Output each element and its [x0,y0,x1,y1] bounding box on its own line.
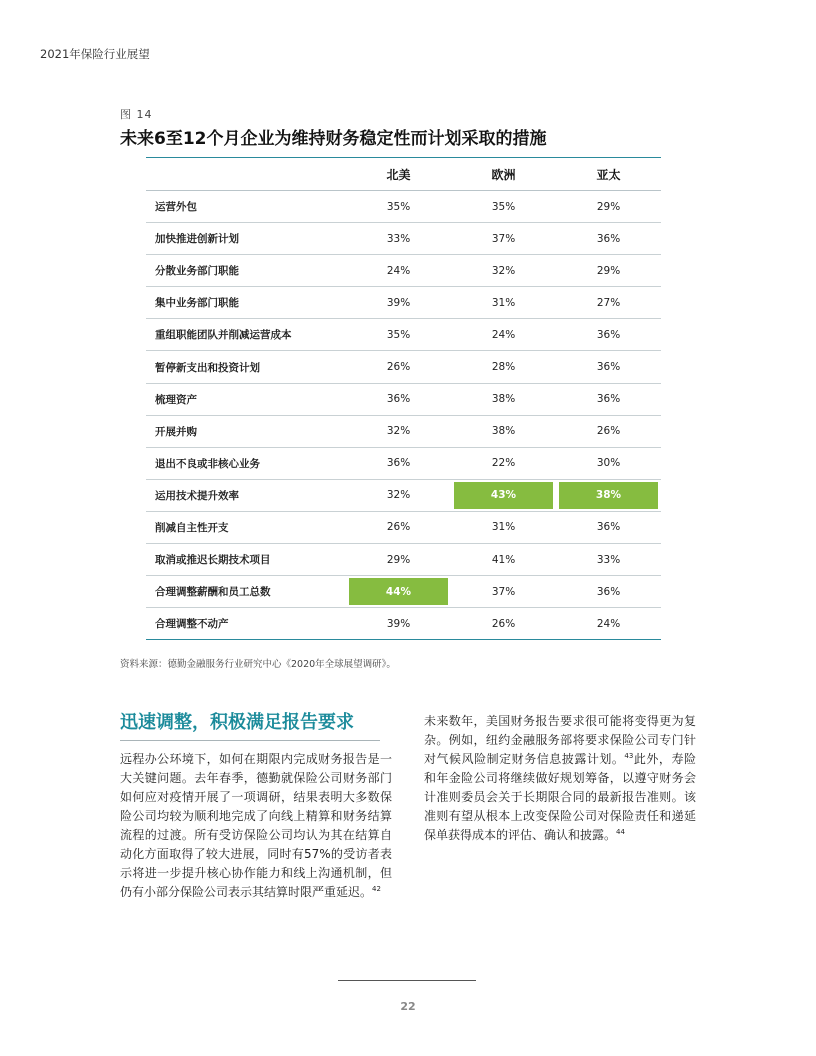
row-label: 分散业务部门职能 [146,255,346,287]
row-label: 开展并购 [146,415,346,447]
footnote-ref-43: 43 [624,752,634,760]
row-label: 取消或推迟长期技术项目 [146,544,346,576]
cell-europe: 37% [451,576,556,608]
section-heading: 迅速调整，积极满足报告要求 [120,712,354,733]
footnote-ref-42: 42 [372,885,381,893]
cell-north-america: 36% [346,447,451,479]
cell-north-america: 24% [346,255,451,287]
row-label: 加快推进创新计划 [146,223,346,255]
cell-europe: 31% [451,511,556,543]
cell-europe: 38% [451,415,556,447]
cell-europe: 37% [451,223,556,255]
table-row [146,383,661,415]
table-row [146,351,661,383]
table-row [146,479,661,511]
table-row [146,255,661,287]
cell-europe: 24% [451,319,556,351]
table-row [146,319,661,351]
table-row [146,576,661,608]
row-label: 暂停新支出和投资计划 [146,351,346,383]
row-label: 合理调整薪酬和员工总数 [146,576,346,608]
cell-asia-pacific: 29% [556,191,661,223]
cell-asia-pacific: 36% [556,511,661,543]
header-north-america: 北美 [346,158,451,191]
header-asia-pacific: 亚太 [556,158,661,191]
header-europe: 欧洲 [451,158,556,191]
body-column-right [424,712,696,845]
row-label: 梳理资产 [146,383,346,415]
cell-north-america: 35% [346,319,451,351]
table-row [146,287,661,319]
cell-north-america: 39% [346,287,451,319]
heading-divider [120,740,380,741]
row-label: 退出不良或非核心业务 [146,447,346,479]
cell-north-america: 35% [346,191,451,223]
cell-asia-pacific: 36% [556,576,661,608]
row-label: 重组职能团队并削减运营成本 [146,319,346,351]
highlighted-value: 38% [559,482,658,509]
table-row [146,447,661,479]
figure-source-note: 资料来源：德勤金融服务行业研究中心《2020年全球展望调研》。 [120,659,396,670]
page-number: 22 [400,1000,416,1013]
cell-asia-pacific: 36% [556,319,661,351]
cell-asia-pacific: 36% [556,383,661,415]
cell-europe: 41% [451,544,556,576]
footer-divider [338,980,476,981]
header-blank [146,158,346,191]
table-row [146,544,661,576]
cell-europe: 38% [451,383,556,415]
cell-europe: 32% [451,255,556,287]
table-row [146,415,661,447]
running-header: 2021年保险行业展望 [40,47,150,61]
measures-table-container [146,157,661,640]
cell-asia-pacific-highlighted [556,479,661,511]
cell-asia-pacific: 33% [556,544,661,576]
cell-north-america: 32% [346,479,451,511]
cell-asia-pacific: 36% [556,223,661,255]
right-paragraph-b: 此外，寿险和年金险公司将继续做好规划筹备，以遵守财务会计准则委员会关于长期限合同的最新报告准则。该准则有望从根本上改变保险公司对保险责任和递延保单获得成本的评估、确认和披露。 [424,752,696,842]
table-row [146,511,661,543]
row-label: 运营外包 [146,191,346,223]
figure-label: 图 14 [120,108,153,121]
row-label: 运用技术提升效率 [146,479,346,511]
left-paragraph: 远程办公环境下，如何在期限内完成财务报告是一大关键问题。去年春季，德勤就保险公司财务部门如何应对疫情开展了一项调研，结果表明大多数保险公司均较为顺利地完成了向线上精算和财务结算流程的过渡。所有受访保险公司均认为其在结算自动化方面取得了较大进展，同时有57%的受访者表示将进一步提升核心协作能力和线上沟通机制，但仍有小部分保险公司表示其结算时限严重延迟。 [120,752,392,899]
cell-asia-pacific: 27% [556,287,661,319]
cell-europe: 28% [451,351,556,383]
cell-europe-highlighted [451,479,556,511]
cell-north-america: 32% [346,415,451,447]
cell-europe: 35% [451,191,556,223]
cell-north-america-highlighted [346,576,451,608]
cell-north-america: 33% [346,223,451,255]
table-row [146,608,661,640]
row-label: 削减自主性开支 [146,511,346,543]
cell-north-america: 36% [346,383,451,415]
highlighted-value: 44% [349,578,448,605]
row-label: 集中业务部门职能 [146,287,346,319]
measures-table [146,157,661,640]
body-column-left [120,750,392,902]
cell-north-america: 26% [346,511,451,543]
table-row [146,191,661,223]
right-paragraph-a: 未来数年，美国财务报告要求很可能将变得更为复杂。例如，纽约金融服务部将要求保险公司专门针对气候风险制定财务信息披露计划。 [424,714,696,766]
table-header-row [146,158,661,191]
cell-north-america: 29% [346,544,451,576]
cell-asia-pacific: 29% [556,255,661,287]
figure-title: 未来6至12个月企业为维持财务稳定性而计划采取的措施 [120,129,547,149]
cell-europe: 26% [451,608,556,640]
cell-asia-pacific: 26% [556,415,661,447]
cell-asia-pacific: 36% [556,351,661,383]
footnote-ref-44: 44 [616,828,625,836]
row-label: 合理调整不动产 [146,608,346,640]
table-row [146,223,661,255]
cell-north-america: 39% [346,608,451,640]
cell-asia-pacific: 30% [556,447,661,479]
cell-asia-pacific: 24% [556,608,661,640]
cell-europe: 22% [451,447,556,479]
cell-north-america: 26% [346,351,451,383]
highlighted-value: 43% [454,482,553,509]
cell-europe: 31% [451,287,556,319]
table-body [146,191,661,640]
